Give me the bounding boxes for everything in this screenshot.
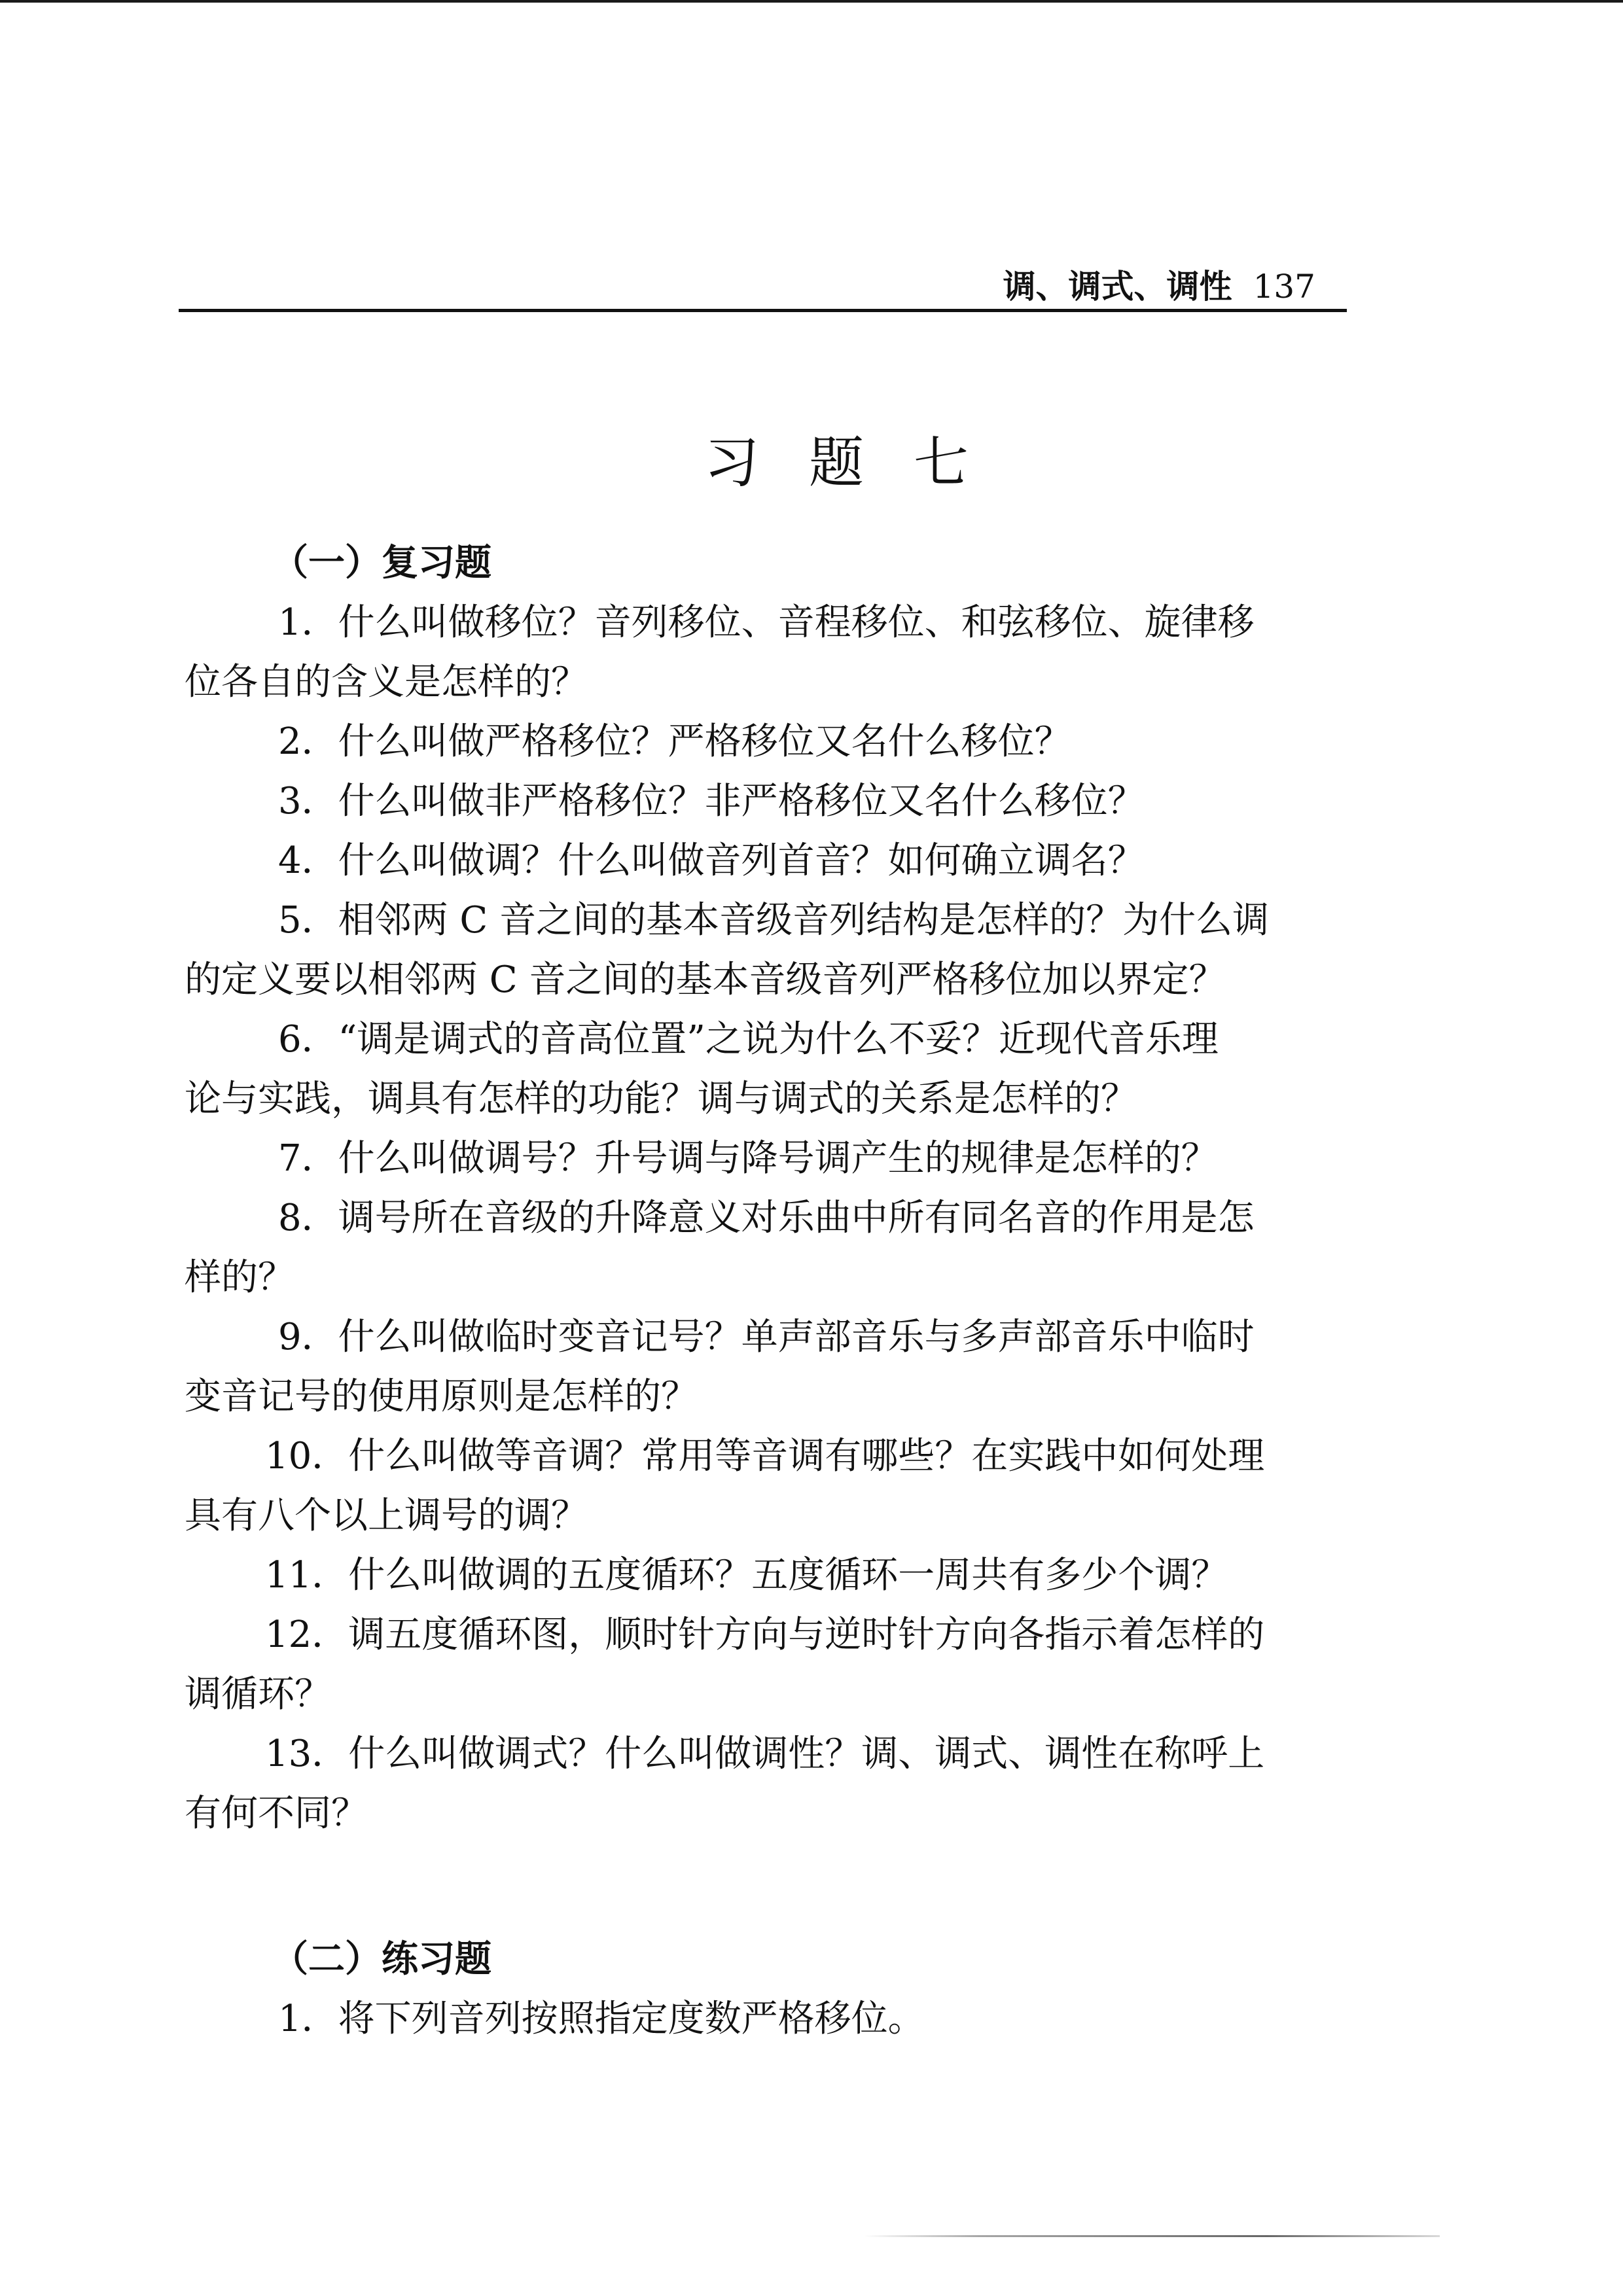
review-line: 2．什么叫做严格移位？严格移位又名什么移位？ [278,720,1071,763]
review-line: 调循环？ [185,1673,331,1716]
review-line: 13．什么叫做调式？什么叫做调性？调、调式、调性在称呼上 [265,1733,1265,1775]
review-heading: （一）复习题 [272,541,491,584]
review-line: 10．什么叫做等音调？常用等音调有哪些？在实践中如何处理 [265,1435,1265,1477]
review-line: 有何不同？ [185,1792,368,1835]
scan-bottom-mark [864,2235,1440,2237]
running-title: 调、调式、调性 [1003,267,1232,306]
scan-top-border [0,0,1623,3]
review-line: 具有八个以上调号的调？ [185,1494,588,1537]
header-rule [179,309,1347,312]
review-line: 12．调五度循环图，顺时针方向与逆时针方向各指示着怎样的 [265,1614,1265,1656]
review-line: 4．什么叫做调？什么叫做音列首音？如何确立调名？ [278,839,1145,882]
running-header [969,260,1315,308]
review-line: 论与实践，调具有怎样的功能？调与调式的关系是怎样的？ [185,1078,1137,1120]
page-number: 137 [1253,268,1315,306]
review-line: 3．什么叫做非严格移位？非严格移位又名什么移位？ [278,780,1145,822]
review-line: 11．什么叫做调的五度循环？五度循环一周共有多少个调？ [265,1554,1228,1597]
review-line: 5．相邻两 C 音之间的基本音级音列结构是怎样的？为什么调 [278,899,1270,942]
review-line: 位各自的含义是怎样的？ [185,661,588,703]
review-line: 7．什么叫做调号？升号调与降号调产生的规律是怎样的？ [278,1137,1218,1180]
review-line: 的定义要以相邻两 C 音之间的基本音级音列严格移位加以界定？ [185,959,1226,1001]
review-line: 9．什么叫做临时变音记号？单声部音乐与多声部音乐中临时 [278,1316,1255,1358]
exercise-title: 习题七 [704,431,1018,495]
practice-heading: （二）练习题 [272,1937,491,1981]
review-line: 6．“调是调式的音高位置”之说为什么不妥？近现代音乐理 [278,1018,1219,1061]
review-line: 1．什么叫做移位？音列移位、音程移位、和弦移位、旋律移 [278,601,1255,644]
review-line: 8．调号所在音级的升降意义对乐曲中所有同名音的作用是怎 [278,1197,1255,1239]
practice-line: 1．将下列音列按照指定度数严格移位。 [278,1998,925,2040]
review-line: 样的？ [185,1256,294,1299]
review-line: 变音记号的使用原则是怎样的？ [185,1375,698,1418]
